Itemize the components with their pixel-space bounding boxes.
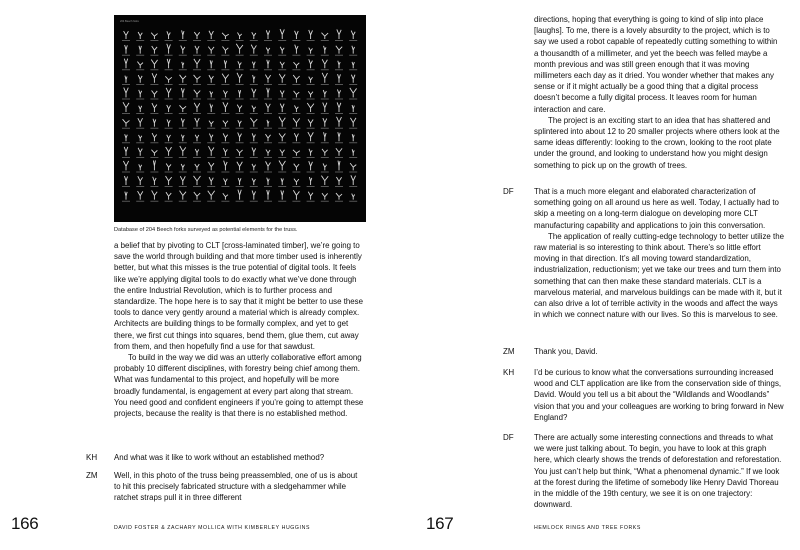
fork-label-mark — [221, 157, 229, 158]
fork-label-mark — [136, 55, 144, 56]
kh-question-text: I’d be curious to know what the conversations surrounding increased wood and CLT application are like from the conservation side of things, David. Would you tell us a bit about the “Wildlands and Woodlands” vision that you and your colleagues are working to bring forward in New England? — [534, 368, 784, 422]
fork-label-mark — [150, 128, 158, 129]
fork-label-mark — [122, 69, 130, 70]
fork-label-mark — [193, 172, 201, 173]
left-paragraph-2: To build in the way we did was an utterly collaborative effort among probably 10 different disciplines, with forestry being chief among them. What was fundamental to this project, and hopefully will be more broadly fundamental, is engagement at every part along that stream. You need good and confident engineers if you’re going to attempt these projects, because the reality is that there is no established method. — [114, 353, 364, 419]
fork-label-mark — [165, 55, 173, 56]
fork-label-mark — [335, 157, 343, 158]
fork-label-mark — [264, 69, 272, 70]
fork-label-mark — [179, 84, 187, 85]
fork-label-mark — [321, 84, 329, 85]
fork-label-mark — [278, 128, 286, 129]
page-number-right: 167 — [426, 514, 454, 533]
fork-label-mark — [207, 84, 215, 85]
fork-label-mark — [250, 201, 258, 202]
fork-label-mark — [321, 113, 329, 114]
fork-label-mark — [292, 69, 300, 70]
fork-label-mark — [349, 40, 357, 41]
right-continuation-text — [534, 14, 784, 171]
right-paragraph-2: The project is an exciting start to an idea that has shattered and splintered into about 12 to 20 smaller projects where others look at the same ideas differently: looking to the crown, looking to the root plate under the ground, and looking to understand how you might design something to pick up on the growth of trees. — [534, 115, 780, 170]
fork-label-mark — [264, 84, 272, 85]
fork-label-mark — [193, 40, 201, 41]
fork-label-mark — [122, 84, 130, 85]
left-paragraph-1: a belief that by pivoting to CLT [cross-laminated timber], we’re going to save the world through building and that more timber used is inherently better, but what this misses is the true potential of digital tools. It feels like we’re applying digital tools to do exactly what we’ve done through the entire Industrial Revolution, which is to further process and standardize. The hope here is to say that it might be better to use these tools to dance very gently around a material which is already complex. Architects are building things to be formally complex, and yet to get there, we first cut things into squares, bend them, glue them, cut away from them, and then hopefully find a use for that sawdust. — [114, 241, 363, 351]
fork-label-mark — [307, 128, 315, 129]
fork-label-mark — [321, 69, 329, 70]
fork-label-mark — [349, 55, 357, 56]
fork-label-mark — [335, 69, 343, 70]
df-response-2: There are actually some interesting connections and threads to what we were just talking about. To begin, you have to look at this graph here, which clearly shows the trends of deforestation and reforestation. You just can’t help but think, “What a phenomenal dynamic.” If we look at the forest during the lifetime of somebody like Henry David Thoreau in the middle of the 19th century, we see it is on one trajectory: downward. — [534, 433, 782, 510]
fork-label-mark — [179, 172, 187, 173]
fork-label-mark — [335, 172, 343, 173]
fork-label-mark — [165, 157, 173, 158]
fork-label-mark — [136, 99, 144, 100]
fork-label-mark — [292, 142, 300, 143]
fork-label-mark — [165, 142, 173, 143]
fork-label-mark — [349, 186, 357, 187]
fork-label-mark — [321, 55, 329, 56]
fork-label-mark — [150, 172, 158, 173]
fork-label-mark — [236, 84, 244, 85]
fork-label-mark — [278, 172, 286, 173]
footer-right: HEMLOCK RINGS AND TREE FORKS — [534, 525, 641, 531]
fork-label-mark — [349, 69, 357, 70]
fork-label-mark — [136, 84, 144, 85]
fork-label-mark — [165, 128, 173, 129]
fork-label-mark — [165, 69, 173, 70]
fork-label-mark — [321, 142, 329, 143]
fork-label-mark — [193, 55, 201, 56]
beech-forks-database-figure — [114, 15, 366, 222]
fork-label-mark — [264, 142, 272, 143]
fork-label-mark — [122, 99, 130, 100]
fork-label-mark — [264, 186, 272, 187]
fork-label-mark — [335, 113, 343, 114]
zm-thanks-text: Thank you, David. — [534, 347, 598, 356]
question-text: And what was it like to work without an established method? — [114, 453, 325, 462]
fork-label-mark — [292, 99, 300, 100]
fork-label-mark — [207, 40, 215, 41]
speaker-label-kh-right: KH — [503, 368, 515, 377]
fork-label-mark — [193, 128, 201, 129]
fork-label-mark — [307, 55, 315, 56]
fork-label-mark — [250, 172, 258, 173]
fork-label-mark — [136, 201, 144, 202]
fork-label-mark — [349, 201, 357, 202]
fork-label-mark — [335, 84, 343, 85]
fork-label-mark — [207, 157, 215, 158]
fork-label-mark — [307, 99, 315, 100]
fork-label-mark — [349, 172, 357, 173]
fork-label-mark — [321, 172, 329, 173]
fork-label-mark — [250, 69, 258, 70]
fork-label-mark — [278, 40, 286, 41]
fork-label-mark — [207, 186, 215, 187]
fork-label-mark — [193, 157, 201, 158]
fork-label-mark — [236, 142, 244, 143]
fork-label-mark — [349, 128, 357, 129]
fork-label-mark — [221, 84, 229, 85]
fork-label-mark — [278, 186, 286, 187]
fork-label-mark — [136, 186, 144, 187]
fork-label-mark — [307, 84, 315, 85]
figure-caption: Database of 204 Beech forks surveyed as potential elements for the truss. — [114, 227, 298, 233]
fork-label-mark — [349, 99, 357, 100]
fork-label-mark — [207, 113, 215, 114]
df-response-1 — [534, 186, 784, 320]
fork-label-mark — [278, 157, 286, 158]
fork-label-mark — [150, 55, 158, 56]
speaker-label-zm-right: ZM — [503, 347, 515, 356]
fork-label-mark — [221, 113, 229, 114]
speaker-label-kh: KH — [86, 453, 98, 462]
fork-label-mark — [150, 186, 158, 187]
fork-label-mark — [150, 40, 158, 41]
fork-label-mark — [179, 142, 187, 143]
fork-label-mark — [207, 172, 215, 173]
answer-text: Well, in this photo of the truss being preassembled, one of us is about to hit this precisely fabricated structure with a sledgehammer while ratchet straps pull it in three different — [114, 471, 358, 503]
fork-label-mark — [236, 157, 244, 158]
fork-label-mark — [122, 142, 130, 143]
fork-label-mark — [307, 113, 315, 114]
fork-label-mark — [307, 142, 315, 143]
fork-label-mark — [122, 172, 130, 173]
fork-label-mark — [150, 69, 158, 70]
speaker-label-df-2: DF — [503, 433, 514, 442]
page-number-left: 166 — [11, 514, 39, 533]
fork-label-mark — [349, 142, 357, 143]
fork-label-mark — [136, 172, 144, 173]
fork-label-mark — [250, 113, 258, 114]
fork-label-mark — [349, 84, 357, 85]
fork-label-mark — [136, 69, 144, 70]
fork-label-mark — [292, 172, 300, 173]
fork-label-mark — [335, 55, 343, 56]
fork-label-mark — [335, 128, 343, 129]
left-body-text — [114, 240, 364, 419]
figure-header-text: 204 Beech forks — [120, 20, 139, 23]
fork-label-mark — [264, 55, 272, 56]
fork-label-mark — [221, 128, 229, 129]
fork-label-mark — [335, 186, 343, 187]
fork-label-mark — [292, 186, 300, 187]
fork-label-mark — [307, 40, 315, 41]
fork-label-mark — [250, 186, 258, 187]
fork-label-mark — [193, 99, 201, 100]
fork-label-mark — [321, 186, 329, 187]
fork-label-mark — [165, 84, 173, 85]
fork-label-mark — [179, 55, 187, 56]
fork-label-mark — [278, 142, 286, 143]
fork-label-mark — [250, 55, 258, 56]
fork-label-mark — [250, 128, 258, 129]
fork-label-mark — [278, 84, 286, 85]
fork-label-mark — [335, 142, 343, 143]
fork-label-mark — [136, 113, 144, 114]
fork-label-mark — [236, 69, 244, 70]
fork-label-mark — [122, 113, 130, 114]
fork-label-mark — [307, 69, 315, 70]
speaker-label-zm: ZM — [86, 471, 98, 480]
fork-label-mark — [179, 99, 187, 100]
fork-label-mark — [278, 113, 286, 114]
fork-label-mark — [335, 40, 343, 41]
fork-label-mark — [236, 99, 244, 100]
fork-label-mark — [292, 84, 300, 85]
fork-label-mark — [136, 40, 144, 41]
fork-label-mark — [250, 157, 258, 158]
fork-label-mark — [264, 40, 272, 41]
fork-label-mark — [150, 99, 158, 100]
fork-label-mark — [250, 99, 258, 100]
fork-label-mark — [236, 128, 244, 129]
fork-label-mark — [264, 172, 272, 173]
fork-label-mark — [250, 142, 258, 143]
fork-label-mark — [150, 157, 158, 158]
fork-label-mark — [278, 69, 286, 70]
footer-left: DAVID FOSTER & ZACHARY MOLLICA WITH KIMBERLEY HUGGINS — [114, 525, 311, 531]
fork-label-mark — [165, 201, 173, 202]
fork-label-mark — [136, 157, 144, 158]
fork-label-mark — [150, 84, 158, 85]
fork-label-mark — [292, 201, 300, 202]
fork-label-mark — [179, 128, 187, 129]
fork-label-mark — [193, 113, 201, 114]
fork-label-mark — [321, 99, 329, 100]
right-paragraph-1: directions, hoping that everything is going to kind of slip into place [laughs]. To me, there is a lovely absurdity to the project, which is to say we used a robot capable of repeatedly cutting something to within a thousandth of a millimeter, and yet the beech was felled maybe a month previous and was still green enough that it was moving millimeters each day as it dried. You wonder whether that makes any sense or if it might actually be a good thing that a digital process doesn’t become a fully digital process. It leaves room for human interaction and care. — [534, 15, 778, 114]
fork-label-mark — [221, 55, 229, 56]
fork-label-mark — [321, 157, 329, 158]
fork-label-mark — [264, 99, 272, 100]
fork-label-mark — [264, 201, 272, 202]
fork-label-mark — [122, 40, 130, 41]
fork-label-mark — [292, 113, 300, 114]
fork-label-mark — [236, 172, 244, 173]
fork-label-mark — [236, 55, 244, 56]
fork-label-mark — [207, 99, 215, 100]
fork-label-mark — [193, 142, 201, 143]
fork-label-mark — [321, 128, 329, 129]
fork-label-mark — [278, 99, 286, 100]
fork-label-mark — [179, 69, 187, 70]
fork-label-mark — [292, 128, 300, 129]
fork-label-mark — [136, 128, 144, 129]
fork-label-mark — [349, 157, 357, 158]
fork-label-mark — [179, 113, 187, 114]
fork-label-mark — [321, 40, 329, 41]
fork-label-mark — [122, 201, 130, 202]
fork-label-mark — [193, 186, 201, 187]
fork-label-mark — [335, 201, 343, 202]
fork-label-mark — [221, 186, 229, 187]
fork-label-mark — [236, 201, 244, 202]
fork-label-mark — [165, 99, 173, 100]
fork-label-mark — [349, 113, 357, 114]
fork-label-mark — [250, 84, 258, 85]
fork-label-mark — [221, 69, 229, 70]
fork-label-mark — [264, 113, 272, 114]
fork-label-mark — [307, 201, 315, 202]
fork-label-mark — [278, 201, 286, 202]
fork-label-mark — [193, 201, 201, 202]
fork-label-mark — [264, 157, 272, 158]
fork-label-mark — [150, 201, 158, 202]
fork-label-mark — [122, 157, 130, 158]
fork-label-mark — [335, 99, 343, 100]
fork-label-mark — [221, 142, 229, 143]
fork-label-mark — [179, 201, 187, 202]
fork-label-mark — [150, 113, 158, 114]
fork-label-mark — [165, 40, 173, 41]
fork-label-mark — [321, 201, 329, 202]
fork-label-mark — [221, 40, 229, 41]
fork-label-mark — [165, 186, 173, 187]
fork-label-mark — [307, 186, 315, 187]
fork-label-mark — [221, 99, 229, 100]
fork-label-mark — [250, 40, 258, 41]
fork-label-mark — [207, 69, 215, 70]
fork-label-mark — [292, 40, 300, 41]
fork-label-mark — [122, 128, 130, 129]
fork-label-mark — [179, 186, 187, 187]
fork-label-mark — [179, 40, 187, 41]
fork-label-mark — [292, 55, 300, 56]
fork-label-mark — [307, 172, 315, 173]
fork-label-mark — [193, 69, 201, 70]
fork-label-mark — [207, 142, 215, 143]
fork-label-mark — [207, 201, 215, 202]
fork-label-mark — [136, 142, 144, 143]
fork-label-mark — [236, 186, 244, 187]
df-paragraph-1: That is a much more elegant and elaborated characterization of something going on all around us here as well. Today, I actually had to skip a meeting on a long-term dialogue on developing more CLT manufacturing capability and applications to join this conversation. — [534, 187, 779, 230]
fork-label-mark — [236, 40, 244, 41]
fork-label-mark — [179, 157, 187, 158]
fork-label-mark — [221, 172, 229, 173]
fork-label-mark — [165, 172, 173, 173]
fork-label-mark — [150, 142, 158, 143]
fork-label-mark — [207, 55, 215, 56]
fork-label-mark — [122, 55, 130, 56]
fork-label-mark — [165, 113, 173, 114]
fork-label-mark — [236, 113, 244, 114]
fork-label-mark — [221, 201, 229, 202]
fork-label-mark — [307, 157, 315, 158]
fork-label-mark — [207, 128, 215, 129]
df-paragraph-2: The application of really cutting-edge technology to better utilize the raw material is so interesting to think about. There’s so little effort moving in that direction. It’s all moving toward standardization, industrialization, reductionism; yet we take our trees and turn them into something that can then make these standard materials. CLT is a marvelous material, and marvelous buildings can be made with it, but it can also drive a lot of terrible activity in the woods and affect the ways in which we connect nature with our lives. So this is marvelous to see. — [534, 231, 784, 320]
fork-label-mark — [292, 157, 300, 158]
fork-label-mark — [193, 84, 201, 85]
fork-label-mark — [278, 55, 286, 56]
speaker-label-df-1: DF — [503, 187, 514, 196]
fork-label-mark — [264, 128, 272, 129]
fork-label-mark — [122, 186, 130, 187]
